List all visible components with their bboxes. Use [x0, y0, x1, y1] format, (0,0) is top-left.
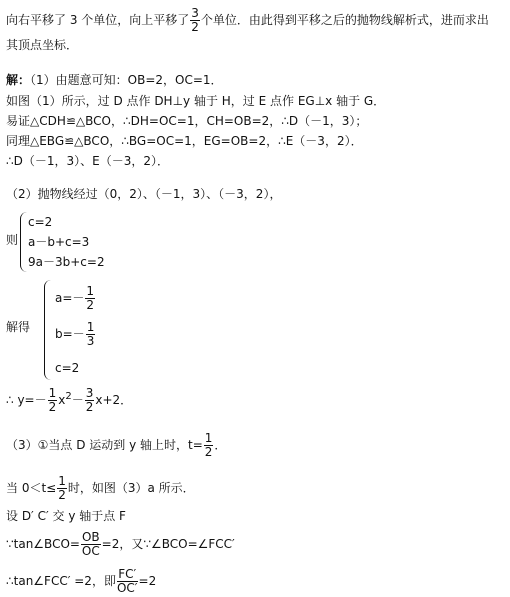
solution-line: 同理△EBG≌△BCO，∴BG=OC=1，EG=OB=2，∴E（－3，2）．: [6, 134, 363, 148]
result-line: [6, 387, 132, 414]
solution-text: ∵tan∠BCO=: [6, 537, 80, 551]
fraction-numerator: 1: [204, 431, 213, 445]
part3-line-1: [6, 432, 226, 459]
solution-text: （1）由题意可知：OB=2，OC=1．: [30, 73, 223, 87]
solution-text: ∴tan∠FCC′ =2，即: [6, 574, 116, 588]
fraction: [81, 531, 101, 558]
solution-b: [55, 321, 96, 348]
solution-text: ．: [214, 438, 227, 452]
fraction-numerator: FC′: [118, 567, 137, 581]
fraction-denominator: 2: [191, 20, 199, 34]
solution-label: 解：: [6, 73, 31, 87]
fraction-numerator: OB: [81, 530, 100, 544]
solution-line: （2）抛物线经过（0，2）、（－1，3）、（－3，2），: [6, 187, 282, 201]
fraction-denominator: 2: [85, 400, 94, 414]
problem-text: 向右平移了 3 个单位，向上平移了: [6, 13, 190, 27]
fraction-denominator: 2: [86, 298, 95, 312]
fraction-numerator: 1: [86, 320, 95, 334]
problem-line-1: [6, 7, 489, 34]
solution-text: a=－: [55, 291, 85, 305]
solution-c: c=2: [55, 361, 80, 375]
solution-text: x: [58, 393, 66, 407]
fraction-denominator: 2: [204, 445, 213, 459]
part3-line-3: 设 D′ C′ 交 y 轴于点 F: [6, 509, 126, 523]
fraction-numerator: 1: [86, 284, 95, 298]
fraction-denominator: 2: [48, 400, 57, 414]
fraction-denominator: 2: [58, 488, 66, 502]
solution-text: 时，如图（3）a 所示．: [67, 481, 195, 495]
problem-line-2: 其顶点坐标．: [6, 38, 79, 52]
fraction: [85, 285, 95, 312]
solution-line: [6, 72, 223, 88]
solution-text: =2: [138, 574, 157, 588]
solution-system-brace: [44, 280, 51, 380]
solve-label: 解得: [6, 320, 31, 334]
equation-line: 9a－3b+c=2: [28, 255, 105, 269]
then-label: 则: [6, 233, 19, 247]
solution-text: t=: [188, 438, 203, 452]
solution-text: （3）①当点 D 运动到 y 轴上时，: [6, 438, 188, 452]
equation-system-brace: [20, 212, 27, 272]
solution-text: 当 0＜t≤: [6, 481, 57, 495]
part3-line-2: [6, 475, 195, 502]
solution-text: b=－: [55, 327, 85, 341]
solution-text: ∴ y=－: [6, 393, 47, 407]
fraction: [204, 432, 214, 459]
fraction-numerator: 1: [58, 474, 66, 488]
problem-text: 个单位．由此得到平移之后的抛物线解析式，进而求出: [200, 13, 489, 27]
solution-a: [55, 285, 96, 312]
fraction: [48, 387, 58, 414]
fraction: [190, 7, 200, 34]
solution-line: 如图（1）所示，过 D 点作 DH⊥y 轴于 H，过 E 点作 EG⊥x 轴于 G．: [6, 94, 386, 108]
equation-line: c=2: [28, 215, 53, 229]
part3-line-4: [6, 531, 235, 558]
solution-text: －: [71, 393, 84, 407]
fraction: [57, 475, 67, 502]
fraction: [117, 568, 138, 595]
fraction: [85, 387, 95, 414]
fraction-denominator: OC: [81, 544, 100, 558]
fraction-denominator: OC′: [116, 581, 138, 595]
part3-line-5: [6, 568, 156, 595]
exponent: 2: [65, 391, 72, 402]
fraction: [86, 321, 96, 348]
equation-line: a－b+c=3: [28, 235, 90, 249]
fraction-numerator: 3: [191, 6, 199, 20]
solution-line: ∴D（－1，3）、E（－3，2）．: [6, 154, 169, 168]
fraction-numerator: 3: [85, 386, 94, 400]
solution-text: =2，又∵∠BCO=∠FCC′: [101, 537, 235, 551]
fraction-numerator: 1: [48, 386, 57, 400]
solution-line: 易证△CDH≌△BCO，∴DH=OC=1，CH=OB=2，∴D（－1，3）；: [6, 114, 368, 128]
solution-text: x+2．: [95, 393, 133, 407]
fraction-denominator: 3: [86, 334, 95, 348]
